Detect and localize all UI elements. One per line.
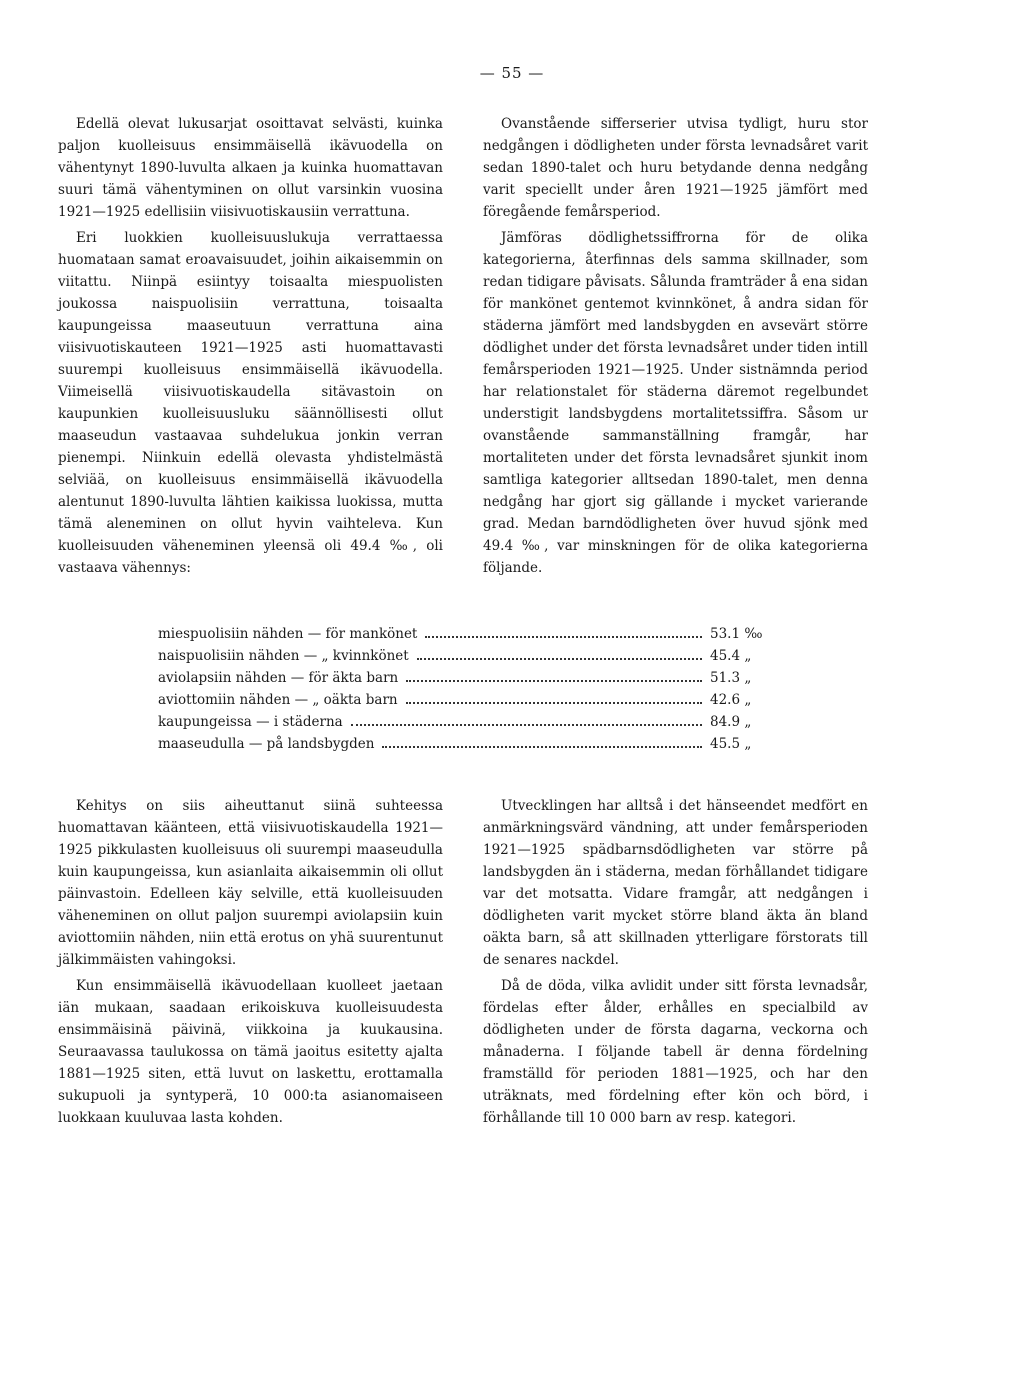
page-number: — 55 — (479, 64, 545, 82)
paragraph: Eri luokkien kuolleisuuslukuja verrattaessa huomataan samat eroavaisuudet, joihin aikaisemmin on viitattu. Niinpä esiintyy toisaalta miespuolisten joukossa naispuolisiin verrattuna, toisaalta kaupungeissa maaseutuun verrattuna aina viisivuotiskauteen 1921—1925 asti huomattavasti suurempi kuolleisuus ensimmäisellä ikävuodella. Viimeisellä viisivuotiskaudella sitävastoin on kaupunkien kuolleisuusluku säännöllisesti ollut maaseudun vastaavaa suhdelukua jonkin verran pienempi. Niinkuin edellä olevasta yhdistelmästä selviää, on kuolleisuus ensimmäisellä ikävuodella alentunut 1890-luvulta lähtien kaikissa luokissa, mutta tämä aleneminen on ollut hyvin vaihteleva. Kun kuolleisuuden väheneminen yleensä oli 49.4 ‰, oli vastaava vähennys: (58, 230, 443, 576)
row-label: maaseudulla — på landsbygden (158, 736, 375, 752)
row-label: naispuolisiin nähden — „ kvinnkönet (158, 648, 409, 664)
row-label: aviottomiin nähden — „ oäkta barn (158, 692, 398, 708)
row-label: aviolapsiin nähden — för äkta barn (158, 670, 399, 686)
paragraph: Jämföras dödlighetssiffrorna för de olika kategorierna, återfinnas dels samma skillnader, som redan tidigare påvisats. Sålunda framträder å ena sidan för mankönet gentemot kvinnkönet, å andra sidan för städerna jämfört med landsbygden en avsevärt större dödlighet under det första levnadsåret under tiden intill femårsperioden 1921—1925. Under sistnämnda period har relationstalet för städerna däremot regelbundet understigit landsbygdens mortalitetssiffra. Såsom ur ovanstående sammanställning framgår, har mortaliteten under det första levnadsåret sjunkit inom samtliga kategorier alltsedan 1890-talet, men denna nedgång har gjort sig gällande i mycket varierande grad. Medan barndödligheten över huvud sjönk med 49.4 ‰, var minskningen för de olika kategorierna följande. (483, 230, 868, 576)
dot-leader (406, 679, 702, 682)
paragraph: Ovanstående sifferserier utvisa tydligt, huru stor nedgången i dödligheten under första levnadsåret varit sedan 1890-talet och huru betydande denna nedgång varit speciellt under åren 1921—1925 jämfört med föregående femårsperiod. (483, 116, 868, 220)
paragraph: Edellä olevat lukusarjat osoittavat selvästi, kuinka paljon kuolleisuus ensimmäisellä ikävuodella on vähentynyt 1890-luvulta alkaen ja kuinka huomattavan suuri tämä vähentyminen on ollut varsinkin vuosina 1921—1925 edellisiin viisivuotiskausiin verrattuna. (58, 116, 443, 220)
dot-leader (351, 723, 702, 726)
paragraph: Då de döda, vilka avlidit under sitt första levnadsår, fördelas efter ålder, erhålles en specialbild av dödligheten under de första dagarna, veckorna och månaderna. I följande tabell är denna fördelning framställd för perioden 1881—1925, och har den uträknats, med fördelning efter kön och börd, i förhållande till 10 000 barn av resp. kategori. (483, 978, 868, 1126)
row-value: 84.9 „ (710, 714, 752, 730)
row-value: 45.4 „ (710, 648, 752, 664)
dot-leader (417, 657, 702, 660)
table-row (158, 689, 798, 711)
row-label: kaupungeissa — i städerna (158, 714, 343, 730)
swedish-text-column-top (483, 113, 868, 579)
row-value: 53.1 ‰ (710, 626, 763, 642)
finnish-text-column-top (58, 113, 443, 579)
paragraph: Utvecklingen har alltså i det hänseendet medfört en anmärkningsvärd vändning, att under femårsperioden 1921—1925 spädbarnsdödligheten var större på landsbygden än i städerna, medan förhållandet tidigare var det motsatta. Vidare framgår, att nedgången i dödligheten varit mycket större bland äkta än bland oäkta barn, så att skillnaden ytterligare förstorats till de senares nackdel. (483, 798, 868, 968)
dot-leader (406, 701, 702, 704)
table-row (158, 711, 798, 733)
row-label: miespuolisiin nähden — för mankönet (158, 626, 418, 642)
table-row (158, 667, 798, 689)
paragraph: Kehitys on siis aiheuttanut siinä suhteessa huomattavan käänteen, että viisivuotiskaudella 1921—1925 pikkulasten kuolleisuus oli suurempi maaseudulla kuin kaupungeissa, kun asianlaita aikaisemmin oli ollut päinvastoin. Edelleen käy selville, että kuolleisuuden väheneminen on ollut paljon suurempi aviolapsiin kuin aviottomiin nähden, niin että erotus on yhä suurentunut jälkimmäisten vahingoksi. (58, 798, 443, 968)
reduction-table (158, 623, 798, 755)
finnish-text-column-bottom (58, 795, 443, 1129)
table-row (158, 623, 798, 645)
paragraph: Kun ensimmäisellä ikävuodellaan kuolleet jaetaan iän mukaan, saadaan erikoiskuva kuolleisuudesta ensimmäisinä päivinä, viikkoina ja kuukausina. Seuraavassa taulukossa on tämä jaoitus esitetty ajalta 1881—1925 siten, että luvut on laskettu, erottamalla sukupuoli ja syntyperä, 10 000:ta asianomaiseen luokkaan kuuluvaa lasta kohden. (58, 978, 443, 1126)
row-value: 45.5 „ (710, 736, 752, 752)
row-value: 51.3 „ (710, 670, 752, 686)
table-row (158, 645, 798, 667)
row-value: 42.6 „ (710, 692, 752, 708)
dot-leader (382, 745, 702, 748)
dot-leader (425, 635, 702, 638)
swedish-text-column-bottom (483, 795, 868, 1129)
table-row (158, 733, 798, 755)
